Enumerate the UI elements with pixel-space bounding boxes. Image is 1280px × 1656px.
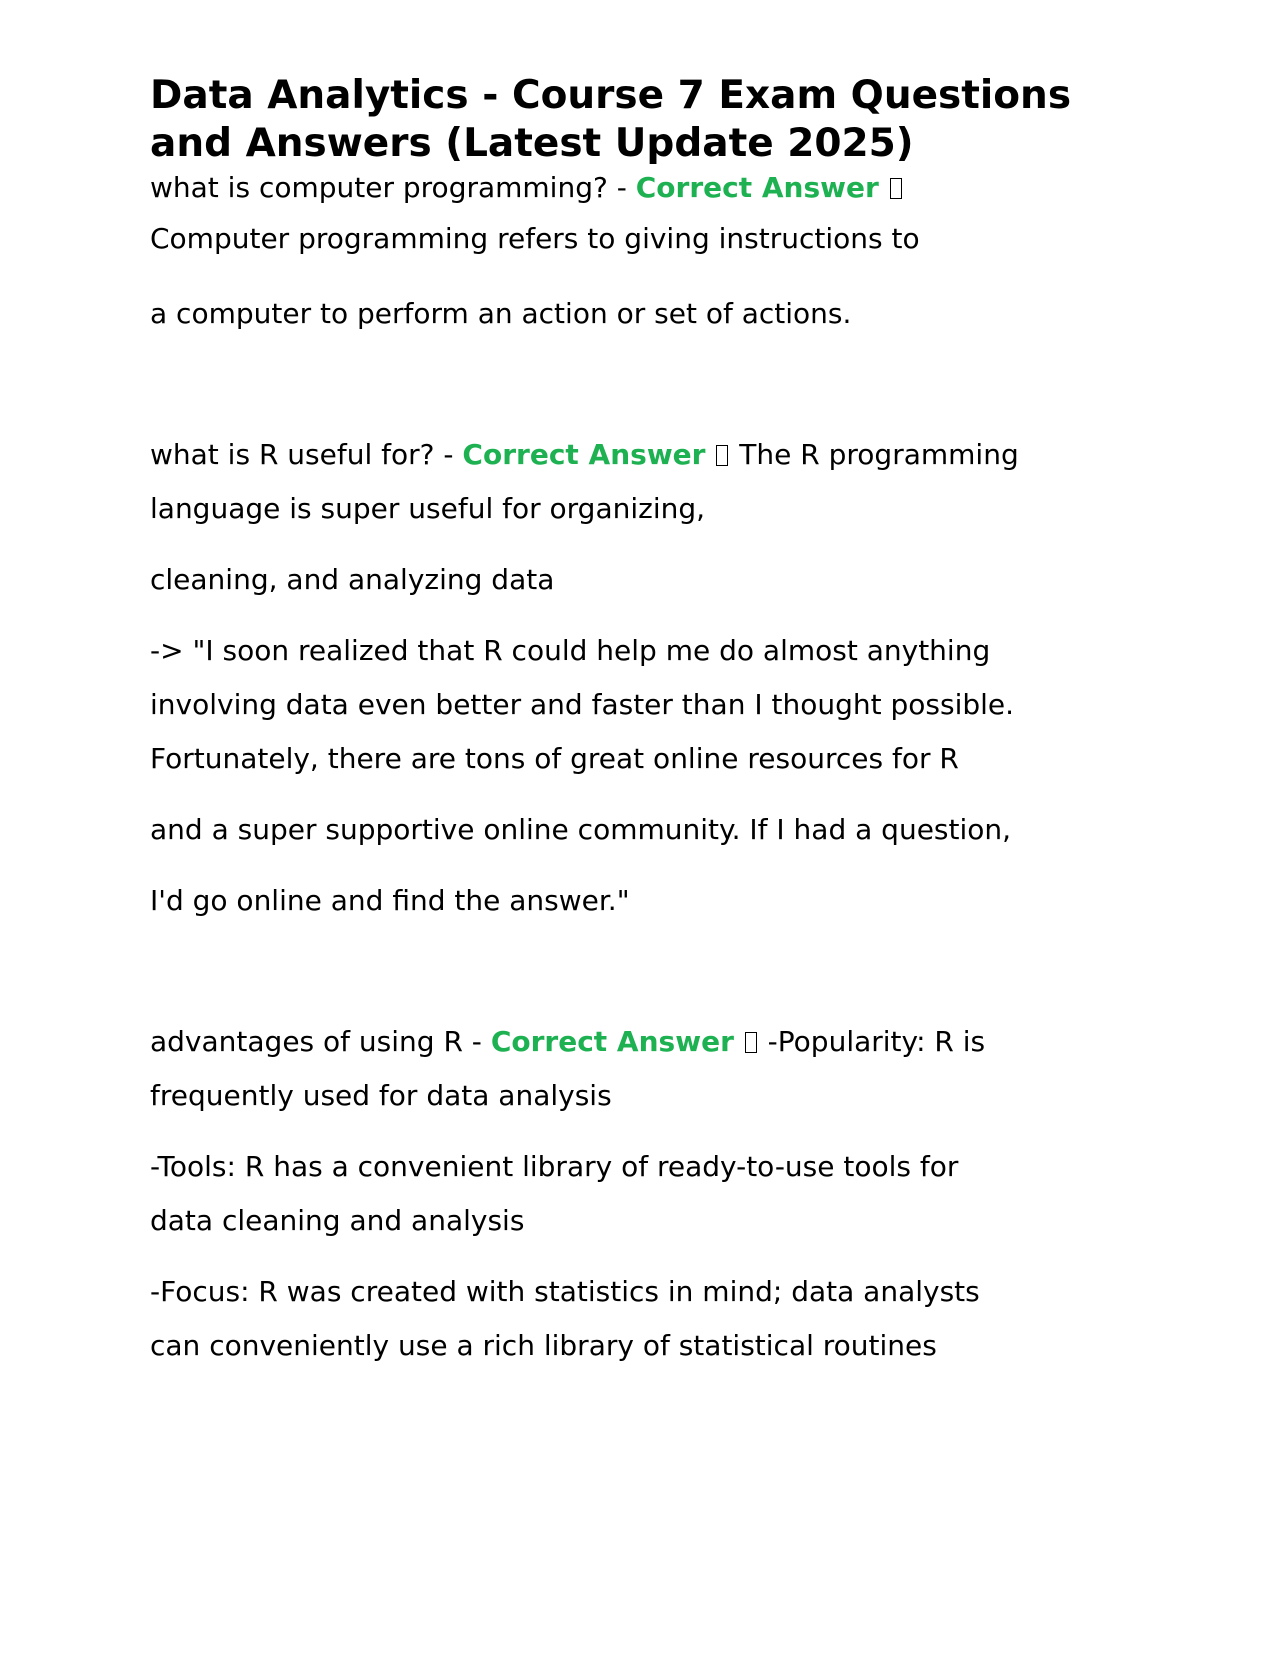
- question-text: what is R useful for? -: [150, 438, 463, 471]
- answer-line: Computer programming refers to giving instructions to: [150, 222, 920, 255]
- question-text: advantages of using R -: [150, 1025, 491, 1058]
- answer-line: involving data even better and faster than I thought possible.: [150, 688, 1015, 721]
- answer-line: and a super supportive online community. If I had a question,: [150, 813, 1012, 846]
- answer-line: -Tools: R has a convenient library of ready-to-use tools for: [150, 1150, 959, 1183]
- answer-line: language is super useful for organizing,: [150, 492, 706, 525]
- answer-line: frequently used for data analysis: [150, 1079, 612, 1112]
- document-title: Data Analytics - Course 7 Exam Questions and Answers (Latest Update 2025): [150, 73, 1072, 166]
- answer-line: can conveniently use a rich library of statistical routines: [150, 1329, 937, 1362]
- qa-entry: [150, 168, 1140, 341]
- box-icon: [716, 445, 728, 466]
- answer-line: Fortunately, there are tons of great online resources for R: [150, 742, 959, 775]
- answer-text: -Popularity: R is: [758, 1025, 986, 1058]
- correct-answer-label: Correct Answer: [635, 171, 879, 204]
- answer-line: -> "I soon realized that R could help me do almost anything: [150, 634, 991, 667]
- answer-line: cleaning, and analyzing data: [150, 563, 555, 596]
- box-icon: [890, 178, 902, 199]
- question-line: [150, 1015, 1140, 1069]
- answer-line: data cleaning and analysis: [150, 1204, 525, 1237]
- qa-entry: [150, 428, 1140, 928]
- answer-line: I'd go online and find the answer.": [150, 884, 630, 917]
- answer-line: -Focus: R was created with statistics in mind; data analysts: [150, 1275, 980, 1308]
- correct-answer-label: Correct Answer: [462, 438, 706, 471]
- answer-line: a computer to perform an action or set of actions.: [150, 297, 852, 330]
- qa-entry: [150, 1015, 1140, 1373]
- question-line: [150, 428, 1140, 482]
- box-icon: [745, 1032, 757, 1053]
- document-page: [150, 72, 1140, 1373]
- question-text: what is computer programming? -: [150, 171, 636, 204]
- correct-answer-label: Correct Answer: [490, 1025, 734, 1058]
- answer-text: The R programming: [730, 438, 1019, 471]
- question-line: [150, 168, 1140, 208]
